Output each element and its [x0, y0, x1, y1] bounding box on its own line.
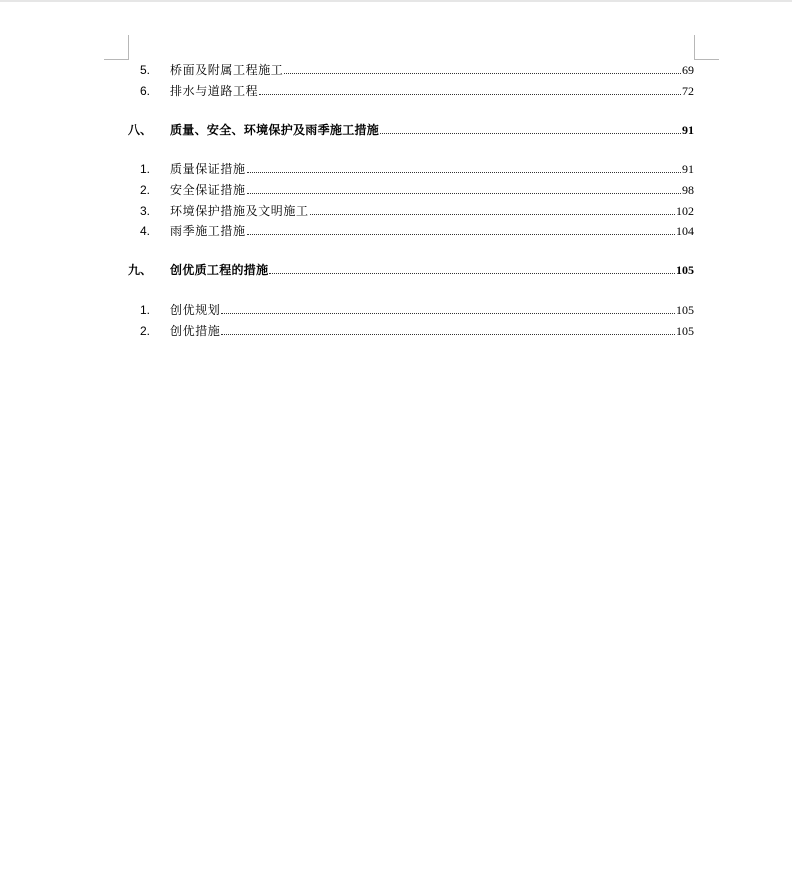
toc-dot-leader [284, 73, 681, 74]
toc-entry-title: 桥面及附属工程施工 [170, 63, 284, 77]
toc-entry-page: 105 [676, 303, 694, 317]
toc-entry-number: 5. [140, 63, 151, 77]
toc-chapter-title: 质量、安全、环境保护及雨季施工措施 [170, 123, 380, 137]
toc-entry[interactable] [128, 157, 694, 177]
toc-entry-page: 69 [682, 63, 694, 77]
toc-chapter-title: 创优质工程的措施 [170, 263, 269, 277]
toc-chapter-entry[interactable] [128, 118, 694, 138]
toc-dot-leader [221, 313, 675, 314]
toc-entry-page: 105 [676, 324, 694, 338]
toc-entry-title: 排水与道路工程 [170, 84, 259, 98]
toc-dot-leader [221, 334, 675, 335]
toc-dot-leader [247, 193, 681, 194]
toc-dot-leader [247, 234, 675, 235]
toc-chapter-number: 九、 [128, 263, 153, 277]
toc-entry[interactable] [128, 298, 694, 318]
toc-entry[interactable] [128, 178, 694, 198]
toc-dot-leader [310, 214, 675, 215]
toc-entry[interactable] [128, 58, 694, 78]
toc-entry-number: 3. [140, 204, 151, 218]
toc-entry-number: 1. [140, 162, 151, 176]
toc-entry-title: 创优规划 [170, 303, 221, 317]
toc-entry-page: 104 [676, 224, 694, 238]
margin-corner-top-left [104, 35, 129, 60]
toc-entry-number: 2. [140, 183, 151, 197]
toc-chapter-page: 91 [682, 123, 694, 137]
page-top-edge [0, 0, 792, 2]
toc-entry-page: 98 [682, 183, 694, 197]
toc-entry-number: 4. [140, 224, 151, 238]
toc-entry-number: 2. [140, 324, 151, 338]
toc-chapter-number: 八、 [128, 123, 153, 137]
toc-entry[interactable] [128, 219, 694, 239]
toc-dot-leader [269, 273, 675, 274]
toc-entry-page: 72 [682, 84, 694, 98]
toc-entry-title: 创优措施 [170, 324, 221, 338]
toc-entry-title: 质量保证措施 [170, 162, 246, 176]
toc-entry-number: 1. [140, 303, 151, 317]
toc-entry-number: 6. [140, 84, 151, 98]
toc-entry-page: 102 [676, 204, 694, 218]
toc-entry[interactable] [128, 79, 694, 99]
toc-entry-title: 安全保证措施 [170, 183, 246, 197]
toc-entry[interactable] [128, 319, 694, 339]
toc-chapter-page: 105 [676, 263, 694, 277]
toc-entry-title: 雨季施工措施 [170, 224, 246, 238]
toc-chapter-entry[interactable] [128, 258, 694, 278]
toc-entry[interactable] [128, 199, 694, 219]
toc-dot-leader [259, 94, 681, 95]
margin-corner-top-right [694, 35, 719, 60]
toc-dot-leader [380, 133, 681, 134]
toc-entry-page: 91 [682, 162, 694, 176]
toc-entry-title: 环境保护措施及文明施工 [170, 204, 309, 218]
toc-dot-leader [247, 172, 681, 173]
